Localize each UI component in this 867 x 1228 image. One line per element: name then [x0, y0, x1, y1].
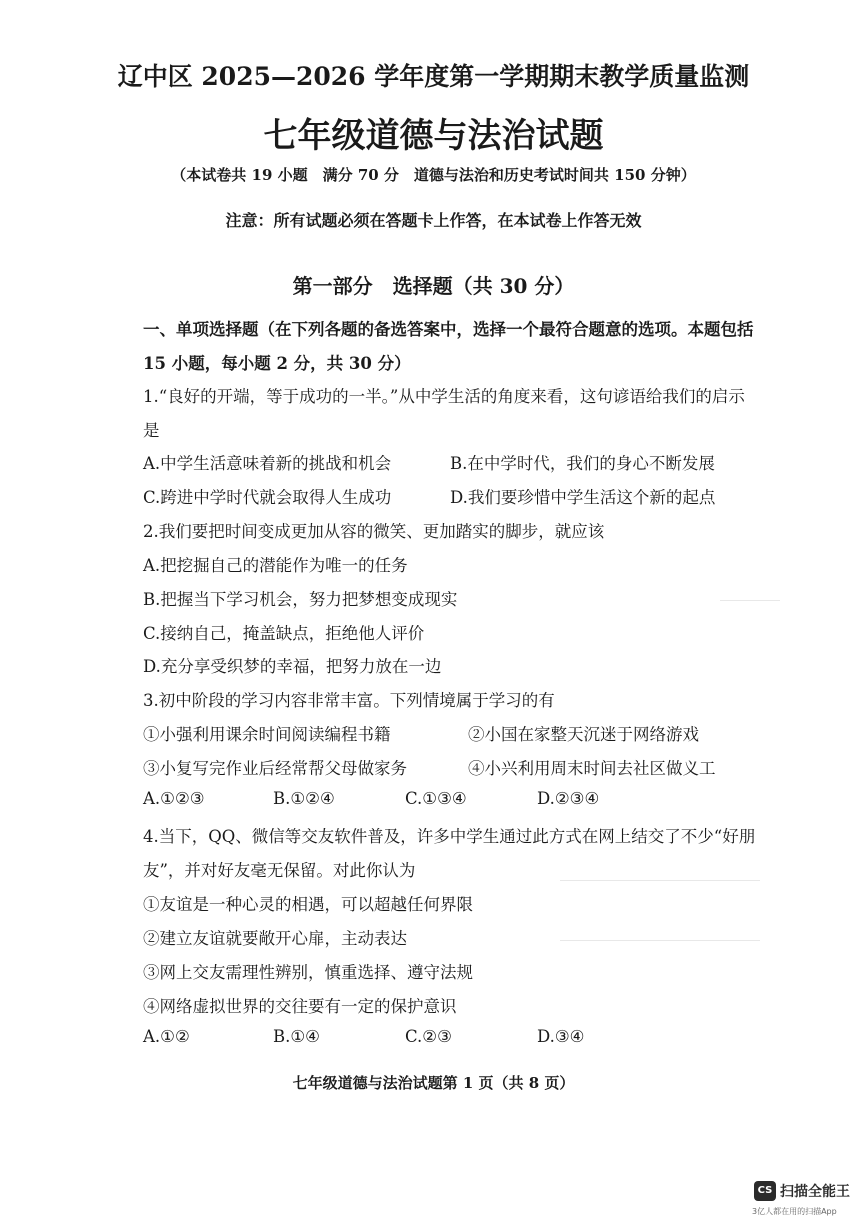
q3-stem: 3.初中阶段的学习内容非常丰富。下列情境属于学习的有	[143, 691, 555, 710]
q2-stem: 2.我们要把时间变成更加从容的微笑、更加踏实的脚步，就应该	[143, 522, 605, 541]
exam-title-line1: 辽中区 2025—2026 学年度第一学期期末教学质量监测	[117, 62, 750, 91]
q4-stem-line2: 友”，并对好友毫无保留。对此你认为	[143, 861, 416, 880]
q3-option-d: D.②③④	[537, 789, 600, 808]
scanner-logo-icon: CS	[754, 1181, 776, 1201]
exam-notice: 注意：所有试题必须在答题卡上作答，在本试卷上作答无效	[225, 211, 642, 230]
q3-statement-1: ①小强利用课余时间阅读编程书籍	[143, 725, 391, 744]
bleed-through-mark	[560, 880, 760, 881]
q4-option-a: A.①②	[143, 1027, 190, 1046]
q1-option-a: A.中学生活意味着新的挑战和机会	[143, 454, 392, 473]
q4-statement-1: ①友谊是一种心灵的相遇，可以超越任何界限	[143, 895, 473, 914]
bleed-through-mark	[560, 940, 760, 941]
q4-option-c: C.②③	[405, 1027, 452, 1046]
q4-statement-3: ③网上交友需理性辨别，慎重选择、遵守法规	[143, 963, 473, 982]
q2-option-a: A.把挖掘自己的潜能作为唯一的任务	[143, 556, 408, 575]
q4-option-b: B.①④	[273, 1027, 320, 1046]
q4-statement-2: ②建立友谊就要敞开心扉，主动表达	[143, 929, 407, 948]
bleed-through-mark	[720, 600, 780, 601]
exam-info: （本试卷共 19 小题 满分 70 分 道德与法治和历史考试时间共 150 分钟）	[171, 166, 696, 184]
q3-statement-4: ④小兴利用周末时间去社区做义工	[468, 759, 716, 778]
q3-option-c: C.①③④	[405, 789, 467, 808]
exam-subject-title: 七年级道德与法治试题	[263, 116, 604, 156]
q1-option-d: D.我们要珍惜中学生活这个新的起点	[450, 488, 716, 507]
scanner-app-name: 扫描全能王	[780, 1184, 850, 1200]
section-heading-line2: 15 小题，每小题 2 分，共 30 分）	[143, 354, 411, 373]
page-footer: 七年级道德与法治试题第 1 页（共 8 页）	[292, 1074, 575, 1092]
q3-statement-2: ②小国在家整天沉迷于网络游戏	[468, 725, 699, 744]
q1-stem-line1: 1.“良好的开端，等于成功的一半。”从中学生活的角度来看，这句谚语给我们的启示	[143, 387, 745, 406]
q4-statement-4: ④网络虚拟世界的交往要有一定的保护意识	[143, 997, 457, 1016]
q1-option-b: B.在中学时代，我们的身心不断发展	[450, 454, 715, 473]
q2-option-c: C.接纳自己，掩盖缺点，拒绝他人评价	[143, 624, 425, 643]
scanner-tagline: 3亿人都在用的扫描App	[752, 1207, 837, 1216]
q4-option-d: D.③④	[537, 1027, 585, 1046]
q1-option-c: C.跨进中学时代就会取得人生成功	[143, 488, 392, 507]
q3-option-b: B.①②④	[273, 789, 335, 808]
q3-statement-3: ③小复写完作业后经常帮父母做家务	[143, 759, 407, 778]
q3-option-a: A.①②③	[143, 789, 205, 808]
q4-stem-line1: 4.当下，QQ、微信等交友软件普及，许多中学生通过此方式在网上结交了不少“好朋	[143, 827, 756, 846]
q2-option-d: D.充分享受织梦的幸福，把努力放在一边	[143, 657, 442, 676]
part-title: 第一部分 选择题（共 30 分）	[292, 274, 575, 298]
q2-option-b: B.把握当下学习机会，努力把梦想变成现实	[143, 590, 458, 609]
section-heading-line1: 一、单项选择题（在下列各题的备选答案中，选择一个最符合题意的选项。本题包括	[143, 320, 754, 339]
q1-stem-line2: 是	[143, 421, 160, 440]
